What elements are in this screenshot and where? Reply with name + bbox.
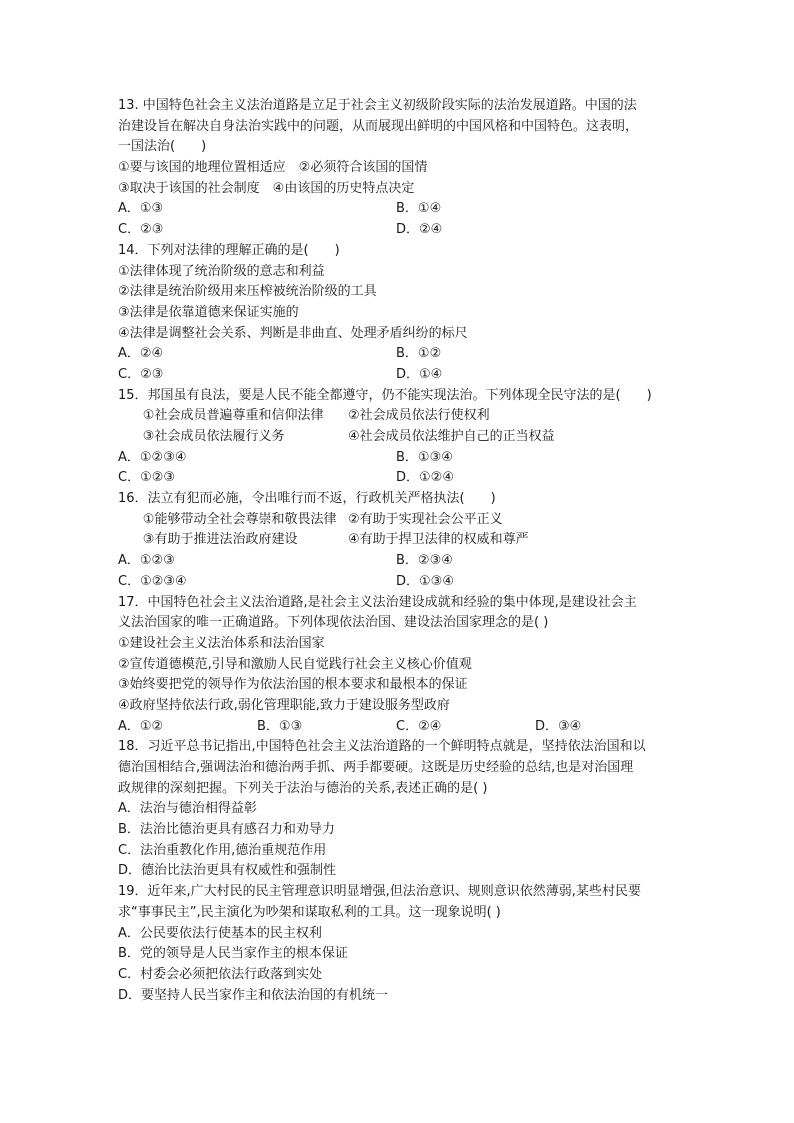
statement-row bbox=[118, 510, 688, 531]
statement-item: ④由该国的历史特点决定 bbox=[272, 180, 415, 196]
option-d[interactable]: D．要坚持人民当家作主和依法治国的有机统一 bbox=[118, 987, 389, 1003]
statement-item: ②必须符合该国的国情 bbox=[298, 160, 428, 176]
statement-row bbox=[118, 530, 688, 551]
question-stem: 13. 中国特色社会主义法治道路是立足于社会主义初级阶段实际的法治发展道路。中国的法 bbox=[118, 98, 637, 113]
statement-row bbox=[118, 427, 688, 448]
statement-row bbox=[118, 406, 688, 427]
question-19 bbox=[118, 882, 688, 1006]
statement-row bbox=[118, 179, 688, 200]
option-d[interactable]: D．①②④ bbox=[396, 470, 454, 486]
question-sheet bbox=[118, 96, 688, 1006]
option-d[interactable]: D．②④ bbox=[396, 222, 443, 238]
option-row bbox=[118, 572, 688, 593]
statement-item: ②宣传道德模范,引导和激励人民自觉践行社会主义核心价值观 bbox=[118, 656, 472, 672]
option-c[interactable]: C．②③ bbox=[118, 222, 164, 238]
option-row bbox=[118, 199, 688, 220]
option-d[interactable]: D．③④ bbox=[535, 718, 582, 734]
option-b[interactable]: B．①③④ bbox=[396, 449, 453, 465]
statement-item: ②法律是统治阶级用来压榨被统治阶级的工具 bbox=[118, 284, 377, 300]
option-b[interactable]: B．②③④ bbox=[396, 553, 453, 569]
question-stem: 一国法治( ) bbox=[118, 139, 207, 155]
statement-item: ③社会成员依法履行义务 bbox=[142, 429, 285, 444]
statement-item: ③法律是依靠道德来保证实施的 bbox=[118, 304, 299, 320]
question-stem: 18．习近平总书记指出,中国特色社会主义法治道路的一个鲜明特点就是，坚持依法治国和以 bbox=[118, 739, 646, 755]
option-d[interactable]: D．①④ bbox=[396, 366, 443, 382]
option-c[interactable]: C．②③ bbox=[118, 366, 164, 382]
option-row bbox=[118, 448, 688, 469]
option-b[interactable]: B．①② bbox=[396, 346, 442, 362]
question-stem: 求“事事民主”,民主演化为吵架和谋取私利的工具。这一现象说明( ) bbox=[118, 904, 501, 920]
statement-item: ①要与该国的地理位置相适应 bbox=[118, 160, 286, 176]
question-stem: 政规律的深刻把握。下列关于法治与德治的关系,表述正确的是( ) bbox=[118, 780, 488, 796]
question-14 bbox=[118, 241, 688, 386]
statement-item: ④社会成员依法维护自己的正当权益 bbox=[348, 429, 555, 444]
question-17 bbox=[118, 593, 688, 738]
option-row bbox=[118, 365, 688, 386]
option-row bbox=[118, 220, 688, 241]
option-c[interactable]: C．①②③ bbox=[118, 470, 176, 486]
option-a[interactable]: A．①③ bbox=[118, 201, 164, 217]
option-a[interactable]: A．法治与德治相得益彰 bbox=[118, 801, 257, 817]
question-18 bbox=[118, 737, 688, 882]
option-d[interactable]: D．①③④ bbox=[396, 573, 454, 589]
question-stem: 15．邦国虽有良法，要是人民不能全都遵守，仍不能实现法治。下列体现全民守法的是( ) bbox=[118, 387, 652, 403]
statement-item: ①能够带动全社会尊崇和敬畏法律 bbox=[142, 511, 337, 527]
option-row bbox=[118, 717, 688, 738]
option-b[interactable]: B．①④ bbox=[396, 201, 442, 217]
option-row bbox=[118, 344, 688, 365]
statement-item: ③始终要把党的领导作为依法治国的根本要求和最根本的保证 bbox=[118, 677, 468, 693]
statement-item: ①建设社会主义法治体系和法治国家 bbox=[118, 635, 325, 651]
option-c[interactable]: C．②④ bbox=[396, 718, 442, 734]
option-d[interactable]: D．德治比法治更具有权威性和强制性 bbox=[118, 863, 337, 879]
question-stem: 德治国相结合,强调法治和德治两手抓、两手都要硬。这既是历史经验的总结,也是对治国理 bbox=[118, 760, 634, 775]
statement-item: ②社会成员依法行使权利 bbox=[348, 408, 490, 424]
question-stem: 治建设旨在解决自身法治实践中的问题，从而展现出鲜明的中国风格和中国特色。这表明， bbox=[118, 118, 639, 134]
option-row bbox=[118, 551, 688, 572]
option-a[interactable]: A．①② bbox=[118, 718, 164, 734]
statement-row bbox=[118, 158, 688, 179]
option-c[interactable]: C．①②③④ bbox=[118, 573, 187, 589]
question-16 bbox=[118, 489, 688, 592]
statement-item: ④政府坚持依法行政,弱化管理职能,致力于建设服务型政府 bbox=[118, 697, 450, 713]
option-b[interactable]: B．①③ bbox=[257, 718, 303, 734]
statement-item: ①社会成员普遍尊重和信仰法律 bbox=[142, 408, 324, 424]
option-a[interactable]: A．①②③④ bbox=[118, 449, 187, 465]
option-c[interactable]: C．村委会必须把依法行政落到实处 bbox=[118, 966, 323, 982]
option-a[interactable]: A．①②③ bbox=[118, 553, 175, 569]
option-a[interactable]: A．②④ bbox=[118, 346, 164, 362]
statement-item: ④法律是调整社会关系、判断是非曲直、处理矛盾纠纷的标尺 bbox=[118, 325, 468, 341]
question-stem: 14．下列对法律的理解正确的是( ) bbox=[118, 242, 340, 258]
question-15 bbox=[118, 386, 688, 489]
statement-item: ③取决于该国的社会制度 bbox=[118, 180, 260, 196]
question-stem: 17．中国特色社会主义法治道路,是社会主义法治建设成就和经验的集中体现,是建设社会主 bbox=[118, 594, 637, 610]
option-a[interactable]: A．公民要依法行使基本的民主权利 bbox=[118, 925, 322, 941]
option-b[interactable]: B．法治比德治更具有感召力和劝导力 bbox=[118, 822, 335, 838]
statement-item: ③有助于推进法治政府建设 bbox=[142, 532, 298, 548]
question-13 bbox=[118, 96, 688, 241]
statement-item: ①法律体现了统治阶级的意志和利益 bbox=[118, 263, 325, 279]
statement-item: ②有助于实现社会公平正义 bbox=[348, 511, 503, 527]
question-stem: 16．法立有犯而必施，令出唯行而不返，行政机关严格执法( ) bbox=[118, 491, 496, 507]
question-stem: 19．近年来,广大村民的民主管理意识明显增强,但法治意识、规则意识依然薄弱,某些村民要 bbox=[118, 884, 641, 900]
question-stem: 义法治国家的唯一正确道路。下列体现依法治国、建设法治国家理念的是( ) bbox=[118, 615, 549, 631]
option-b[interactable]: B．党的领导是人民当家作主的根本保证 bbox=[118, 946, 348, 962]
statement-item: ④有助于捍卫法律的权威和尊严 bbox=[348, 532, 529, 548]
option-row bbox=[118, 468, 688, 489]
option-c[interactable]: C．法治重教化作用,德治重规范作用 bbox=[118, 842, 327, 858]
